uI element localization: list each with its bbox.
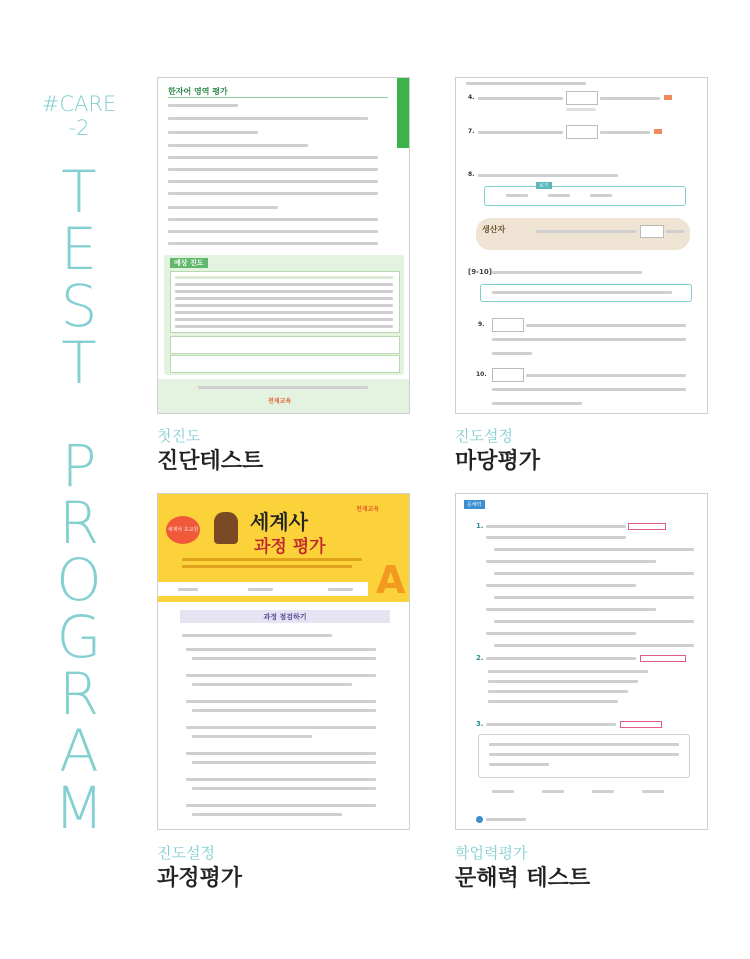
program-tag-line2: -2 xyxy=(68,116,90,140)
letter: G xyxy=(56,603,102,671)
madang-test-thumbnail[interactable]: 4. 7. 8. 보기 생산자 [9-10] 9. 10. xyxy=(455,77,708,414)
vertical-word-program xyxy=(40,432,118,842)
footer-dot-icon xyxy=(476,816,483,823)
program-tag xyxy=(40,92,118,140)
grade-letter: A xyxy=(376,558,406,602)
card-subtitle: 학업력평가 xyxy=(455,844,528,862)
section-title: 과정 점검하기 xyxy=(263,613,307,621)
letter: P xyxy=(61,432,97,500)
letter: E xyxy=(60,215,98,283)
letter: T xyxy=(61,158,97,226)
card-title: 마당평가 xyxy=(455,449,541,474)
banner-title-top: 세계사 xyxy=(250,510,308,534)
info-box: 생산자 xyxy=(476,218,690,250)
card-title: 문해력 테스트 xyxy=(455,866,591,891)
letter: R xyxy=(58,489,100,557)
progress-title: 예상 진도 xyxy=(170,258,208,268)
card-subtitle: 첫진도 xyxy=(157,427,201,445)
letter: M xyxy=(53,774,105,842)
diagnostic-test-thumbnail[interactable] xyxy=(157,77,410,414)
card-subtitle: 진도설정 xyxy=(455,427,513,445)
publisher-logo: 천재교육 xyxy=(268,398,292,405)
letter: A xyxy=(59,717,99,785)
letter: O xyxy=(56,546,102,614)
program-tag-line1: #CARE xyxy=(41,92,117,116)
card-title: 과정평가 xyxy=(157,866,243,891)
letter: S xyxy=(60,272,98,340)
letter: T xyxy=(61,329,97,397)
process-test-thumbnail[interactable] xyxy=(157,493,410,830)
section-heading: 한자어 영역 평가 xyxy=(168,87,228,96)
banner-title: 과정 평가 xyxy=(254,537,326,557)
card-subtitle: 진도설정 xyxy=(157,844,215,862)
publisher-logo: 천재교육 xyxy=(356,506,380,513)
mascot-icon xyxy=(214,512,238,544)
progress-panel xyxy=(164,255,404,375)
vertical-word-test xyxy=(40,158,118,397)
letter: R xyxy=(58,660,100,728)
literacy-badge: 문해력 xyxy=(464,500,485,509)
green-tab xyxy=(397,78,409,148)
card-title: 진단테스트 xyxy=(157,449,264,474)
banner-badge: 세계사 초교원 xyxy=(166,516,200,544)
literacy-test-thumbnail[interactable]: 문해력 1. 2. 3. xyxy=(455,493,708,830)
